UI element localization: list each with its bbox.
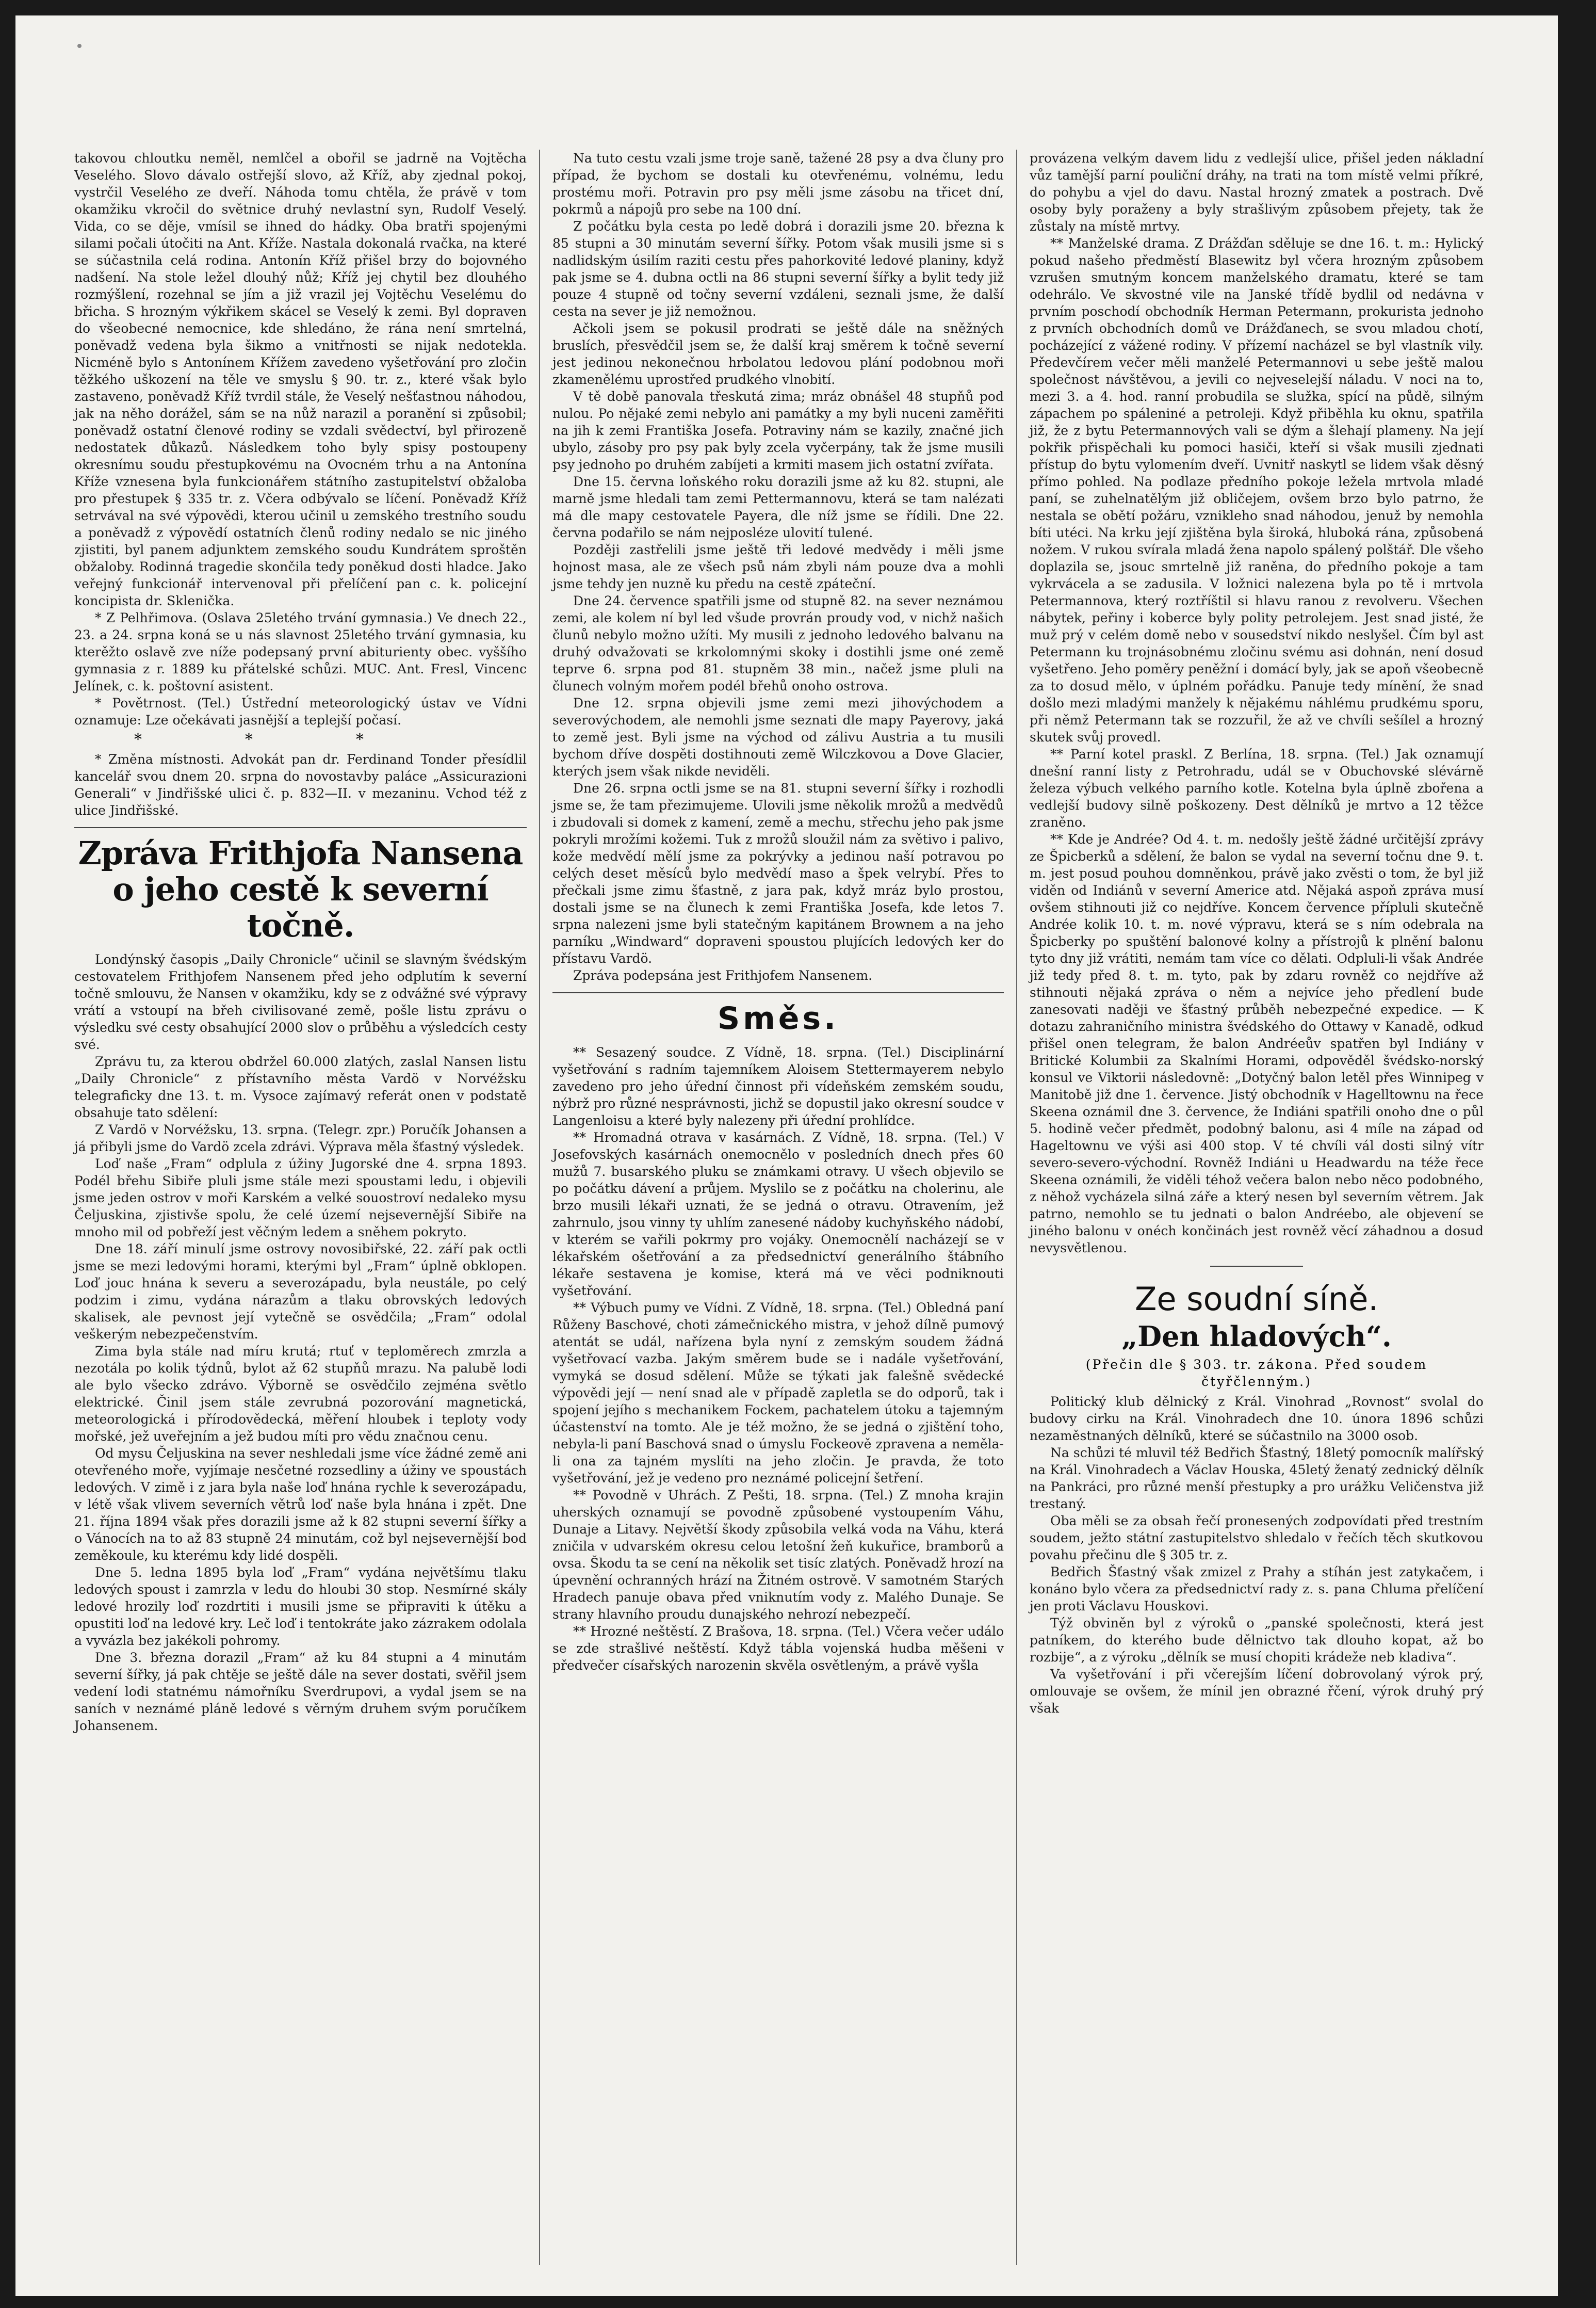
separator-stars: *** <box>134 731 467 749</box>
news-item: ** Parní kotel praskl. Z Berlína, 18. srpna. (Tel.) Jak oznamují dnešní ranní listy z Petrohradu, udál se v Obuchovské slévárně železa výbuch velkého parního kotle. Kotelna byla úplně zbořena a vedlejší budovy silně poškozeny. Dest dělníků je mrtvo a 12 těžce zraněno. <box>1030 747 1484 830</box>
article-paragraph: Od mysu Čeljuskina na sever neshledali jsme více žádné země ani otevřeného moře, vyjímaje nesčetné rozsedliny a úžiny ve spoustách ledových. V zimě i z jara byla naše loď hnána rychle k severozápadu, v létě však vlivem severních větrů loď naše byla hnána i zpět. Dne 21. října 1894 však přes dorazili jsme až k 82 stupni severní šířky a o Vánocích na to až 83 stupně 24 minutám, což byl nejsevernější bod zeměkoule, ku kterému kdy lidé dospěli. <box>74 1446 527 1563</box>
article-paragraph: Na tuto cestu vzali jsme troje saně, tažené 28 psy a dva čluny pro případ, že bychom se dostali ku otevřenému, volnému, ledu prostému moři. Potravin pro psy měli jsme zásobu na třicet dní, pokrmů a nápojů pro sebe na 100 dní. <box>552 151 1004 217</box>
newspaper-page <box>15 15 1558 2296</box>
article-paragraph: Zima byla stále nad míru krutá; rtuť v teploměrech zmrzla a nezotála po kolik týdnů, bylot až 62 stupňů mrazu. Na palubě lodi ale bylo všecko zdrávo. Výborně se osvědčilo zejména světlo elektrické. Činil jsem stále zevrubná pozorování magnetická, meteorologická i přírodovědecká, měření hloubek i teploty vody mořské, jež uveřejním a jež budou míti pro vědu značnou cenu. <box>74 1344 527 1444</box>
article-paragraph: Z Vardö v Norvéžsku, 13. srpna. (Telegr. zpr.) Poručík Johansen a já přibyli jsme do Vardö zcela zdrávi. Výprava měla šťastný výsledek. <box>74 1122 527 1154</box>
article-paragraph: Dne 12. srpna objevili jsme zemi mezi jihovýchodem a severovýchodem, ale nemohli jsme seznati dle mapy Payerovy, jaká to země jest. Byli jsme na východ od zálivu Austria a tu musili bychom dříve dospěti dostihnouti země Wilczkovou a Dove Glacier, kterých jsem však nikde neviděli. <box>552 696 1004 779</box>
section-subtitle: „Den hladových“. <box>1121 1320 1392 1353</box>
article-paragraph: Týž obviněn byl z výroků o „panské společnosti, která jest patníkem, do kterého bude dělnictvo tak dlouho kopat, až bo rozbije“, a z výroku „dělník se musí chopiti krádeže neb kladiva“. <box>1030 1616 1484 1665</box>
news-item: ** Kde je Andrée? Od 4. t. m. nedošly ještě žádné určitější zprávy ze Špicberků a sdělení, že balon se vydal na severní točnu dne 9. t. m. jest posud pouhou domněnkou, právě jako zvěsti o tom, že byl již viděn od Indiánů v severní Americe atd. Nějaká aspoň zpráva musí ovšem stihnouti již co nejdříve. Koncem července přípluli skutečně Andrée kolik 10. t. m. nové výpravu, která se s ním odebrala na Špicberky po spuštění balonové kolny a přístrojů k plnění balonu tyto dny již vrátiti, nemám tam více co dělati. Odpluli-li však Andrée již tedy před 8. t. m. tyto, pak by zdaru rovněž co nejdříve až stihnouti nějaká zpráva o něm a nejvíce jeho předlení bude zanesovati naději ve šťastný průběh nebezpečné expedice. — K dotazu zahraničního ministra švédského do Ottawy v Kanadě, odkud přišel onen telegram, že balon Andréeův spatřen byl Indiány v Britické Kolumbii za Skalními Horami, odpověděl švédsko-norský konsul ve Viktorii následovně: „Dotyčný balon letěl přes Winnipeg v Manitobě již dne 1. července. Jistý obchodník v Hagelltownu na řece Skeena oznámil dne 3. července, že Indiáni spatřili onoho dne o půl 5. hodině večer předmět, podobný balonu, asi 4 míle na západ od Hageltownu ve výši asi 400 stop. V té chvíli vál dosti silný vítr severo-severo-východní. Rovněž Indiáni u Headwardu na téže řece Skeena oznámili, že viděli téhož večera balon nebo něco podobného, z něhož vycházela silná záře a který nesen byl severním větrem. Jak patrno, nemohlo se tu jednati o balon Andréebo, ale objevení se jiného balonu v onéch končinách jest rovněž věcí záhadnou a dosud nevysvětlenou. <box>1030 832 1484 1255</box>
article-paragraph: takovou chloutku neměl, nemlčel a obořil se jadrně na Vojtěcha Veselého. Slovo dávalo ostřejší slovo, až Kříž, aby zjednal pokoj, vystrčil Veselého ze dveří. Náhoda tomu chtěla, že právě v tom okamžiku vkročil do světnice druhý nevlastní syn, Rudolf Veselý. Vida, co se děje, vmísil se ihned do hádky. Oba bratři spojenými silami počali útočiti na Ant. Kříže. Nastala dokonalá rvačka, na které se súčastnila celá rodina. Antonín Kříž přišel brzy do bojovného nadšení. Na stole ležel dlouhý nůž; Kříž jej chytil bez dlouhého rozmýšlení, rozehnal se jím a již vrazil jej Vojtěchu Veselému do břicha. S hrozným výkřikem skácel se Veselý k zemi. Byl dopraven do všeobecné nemocnice, kde shledáno, že rána není smrtelná, poněvadž vedena byla šikmo a vnitřnosti se nijak nedotekla. Nicméně bylo s Antonínem Křížem zavedeno vyšetřování pro zločin těžkého uškození na těle ve smyslu § 90. tr. z., které však bylo zastaveno, poněvadž Kříž tvrdil stále, že Veselý nešťastnou náhodou, jak na něho dorážel, sám se na nůž narazil a poranění si způsobil; poněvadž ostatní členové rodiny se vzdali svědectví, byl přirozeně nedostatek důkazů. Následkem toho byly spisy postoupeny okresnímu soudu přestupkovému na Ovocném trhu a na Antonína Kříže vznesena byla funkcionářem státního zastupitelství obžaloba pro přestupek § 335 tr. z. Včera odbývalo se líčení. Poněvadž Kříž setrvával na své výpovědi, kterou učinil u zemského trestního soudu a poněvadž z výpovědí ostatních členů rodiny nedalo se nic jiného zjistiti, byl panem adjunktem zemského soudu Kundrátem sproštěn obžaloby. Rodinná tragedie skončila tedy poněkud dosti hladce. Jako veřejný funkcionář intervenoval při přelíčení pan c. k. policejní koncipista dr. Sklenička. <box>74 151 527 608</box>
section-caption: (Přečin dle § 303. tr. zákona. Před soudem čtyřčlenným.) <box>1085 1357 1428 1389</box>
news-item-weather: * Povětrnost. (Tel.) Ústřední meteorologický ústav ve Vídni oznamuje: Lze očekávati jasnější a teplejší počasí. <box>74 696 527 728</box>
article-paragraph: Dne 26. srpna octli jsme se na 81. stupni severní šířky i rozhodli jsme se, že tam přezimujeme. Ulovili jsme několik mrožů a medvědů i zbudovali si domek z kamení, země a mechu, střechu jeho pak jsme pokryli mrožími kožemi. Tuk z mrožů sloužil nám za světivo i palivo, kože medvědí mělí jsme za pokrývky a jedinou naší potravou po celých deset měsíců bylo medvědí maso a špek velrybí. Přes to přečkali jsme zimu šťastně, z jara pak, když mráz bylo prostou, dostali jsme se na člunech k zemi Františka Josefa, kde letos 7. srpna nalezeni jsme byli statečným kapitánem Brownem a na jeho parníku „Windward“ dopraveni spoustou plujících ledových ker do přístavu Vardö. <box>552 781 1004 966</box>
column-left <box>62 150 539 2265</box>
news-item: ** Povodně v Uhrách. Z Pešti, 18. srpna. (Tel.) Z mnoha krajin uherských oznamují se povodně způsobené vystoupením Váhu, Dunaje a Litavy. Největší škody způsobila velká voda na Váhu, která zničila v udvarském okresu celou letošní žeň kukuřice, bramborů a ovsa. Škodu ta se cení na několik set tisíc zlatých. Poněvadž hrozí na úpevnění ochranných hrází na Žitném ostrově. V samotném Starých Hradech panuje obava před vniknutím vody z. Malého Dunaje. Se strany hlavního proudu dunajského nehrozí nebezpečí. <box>552 1488 1004 1622</box>
article-paragraph: Dne 18. září minulí jsme ostrovy novosibiřské, 22. září pak octli jsme se mezi ledovými horami, kterými byl „Fram“ úplně obklopen. Loď jouc hnána k severu a severozápadu, byla neustále, po celý podzim i zimu, vydána nárazům a tlaku obrovských ledových skalisek, ale pevnost její vytečně se osvědčila; „Fram“ odolal veškerým nebezpečenstvím. <box>74 1241 527 1342</box>
news-item: ** Hrozné neštěstí. Z Brašova, 18. srpna. (Tel.) Včera večer událo se zde strašlivé neštěstí. Když tábla vojenská hudba měšeni v předvečer císařských narozenin skvěla osvětleným, a právě vyšla <box>552 1624 1004 1673</box>
news-item: ** Hromadná otrava v kasárnách. Z Vídně, 18. srpna. (Tel.) V Josefovských kasárnách onemocnělo v posledních dnech přes 60 mužů 7. busarského pluku se známkami otravy. U všech objevilo se po počátku dávení a průjem. Myslilo se z počátku na cholerinu, ale brzo musili lékaři uznati, že se jedná o otravu. Otravením, jež zahrnulo, jsou vinny ty uhlím zanesené nádoby kuchyňského nádobí, v kterém se vařili pokrmy pro vojáky. Onemocnělí nacházejí se v lékařském ošetřování a za předsednictví generálního štábního lékaře sestavena je komise, která má ve věci podniknouti vyšetřování. <box>552 1130 1004 1298</box>
article-signature: Zpráva podepsána jest Frithjofem Nansenem. <box>573 968 873 983</box>
article-paragraph: Dne 5. ledna 1895 byla loď „Fram“ vydána největšímu tlaku ledových spoust i zamrzla v ledu do hloubi 30 stop. Nesmírné skály ledové hrozily loď rozdrtiti i musili jsme se připraviti k útěku a opustiti loď na ledové kry. Leč loď i tentokráte jako zázrakem odolala a vyvázla bez jakékoli pohromy. <box>74 1565 527 1648</box>
section-title-smes: Směs. <box>718 1000 839 1037</box>
article-paragraph: Va vyšetřování i při včerejším líčení dobrovolaný výrok prý, omlouvaje se ovšem, že mínil jen obrazné řčení, výrok druhý prý však <box>1030 1667 1484 1716</box>
article-paragraph: V tě době panovala třeskutá zima; mráz obnášel 48 stupňů pod nulou. Po nějaké zemi nebylo ani památky a my byli nuceni zaměřiti na jih k zemi Františka Josefa. Potraviny nám se kazily, značné jich ubylo, zásoby pro psy pak byly zcela vyčerpány, tak že jsme musili psy jednoho po druhém zabíjeti a krmiti masem jich ostatní zvířata. <box>552 389 1004 472</box>
article-paragraph: provázena velkým davem lidu z vedlejší ulice, přišel jeden nákladní vůz tamější parní pouliční dráhy, na trati na tom místě velmi příkré, do pohybu a vjel do davu. Nastal hrozný zmatek a postrach. Dvě osoby byly poraženy a byly strašlivým způsobem přejety, tak že zůstaly na místě mrtvy. <box>1030 151 1484 234</box>
divider <box>1210 1266 1303 1267</box>
article-paragraph: Zprávu tu, za kterou obdržel 60.000 zlatých, zaslal Nansen listu „Daily Chronicle“ z přístavního města Vardö v Norvéžsku telegraficky dne 13. t. m. Vysoce zajímavý referát onen v podstatě obsahuje tato sdělení: <box>74 1054 527 1120</box>
article-paragraph: Bedřich Šťastný však zmizel z Prahy a stíhán jest zatykačem, i konáno bylo včera za předsednictví rady z. s. pana Chluma přelíčení jen proti Václavu Houskovi. <box>1030 1564 1484 1613</box>
article-paragraph: Později zastřelili jsme ještě tři ledové medvědy i měli jsme hojnost masa, ale ze všech psů nám zbyli nám pouze dva a mohli jsme tehdy jen nuzně ku předu na cestě zpáteční. <box>552 542 1004 591</box>
article-paragraph: Oba měli se za obsah řečí pronesených zodpovídati před trestním soudem, ježto státní zastupitelstvo shledalo v řečích těch skutkovou povahu přečinu dle § 305 tr. z. <box>1030 1513 1484 1562</box>
article-paragraph: Ačkoli jsem se pokusil prodrati se ještě dále na sněžných bruslích, přesvědčil jsem se, že další kraj směrem k točně severní jest jedinou nekonečnou hrbolatou ledovou plání podobnou moři zkamenělému uprostřed prudkého vlnobití. <box>552 321 1004 387</box>
column-right <box>1016 150 1496 2265</box>
article-paragraph: Dne 24. července spatřili jsme od stupně 82. na sever neznámou zemi, ale kolem ní byl led všude provrán proudy vod, v nichž našich člunů nebylo možno užíti. My musili z jednoho ledového balvanu na druhý odvažovati se krkolomnými skoky i dostihli jsme oné země teprve 6. srpna pod 81. stupněm 38 min., načež jsme pluli na člunech volným mořem podél břehů onoho ostrova. <box>552 593 1004 693</box>
section-title-court: Ze soudní síně. <box>1134 1280 1379 1318</box>
article-paragraph: Londýnský časopis „Daily Chronicle“ učinil se slavným švédským cestovatelem Frithjofem Nansenem před jeho odplutím k severní točně smlouvu, že Nansen v okamžiku, kdy se z odvážné své výpravy vrátí a vstoupí na břeh civilisované země, pošle listu zprávu o výsledku své cesty obsahující 2000 slov o průběhu a výsledcích cesty své. <box>74 952 527 1052</box>
column-middle <box>539 150 1016 2265</box>
three-column-layout <box>62 150 1496 2265</box>
article-paragraph: Dne 15. června loňského roku dorazili jsme až ku 82. stupni, ale marně jsme hledali tam zemi Pettermannovu, která se tam nalézati má dle mapy cestovatele Payera, dle níž jsme se řídili. Dne 22. června podařilo se nám nejposléze ulovití tulené. <box>552 474 1004 540</box>
paper-speck <box>77 44 82 48</box>
article-paragraph: Na schůzi té mluvil též Bedřich Šťastný, 18letý pomocník malířský na Král. Vinohradech a Václav Houska, 45letý ženatý zednický dělník na Pankráci, pro různé menší přestupky a pro urážku Veličenstva již trestaný. <box>1030 1445 1484 1511</box>
headline-nansen: Zpráva Frithjofa Nansena o jeho cestě k severní točně. <box>78 834 523 944</box>
news-item: ** Manželské drama. Z Drážďan sděluje se dne 16. t. m.: Hylický pokud našeho předměstí Blasewitz byl včera hrozným způsobem vzrušen smutným koncem manželského dramatu, které se tam odehrálo. Ve skvostné vile na Janské třídě bydlil od nedávna v prvním poschodí obchodník Herman Petermann, prokurista jednoho z prvních obchodních domů ve Drážďanech, se svou mladou chotí, pocházející z vážené rodiny. V přízemí nacházel se byl vlastník vily. Předevčírem večer měli manželé Petermannovi u sebe ještě malou společnost návštěvou, a jevili co nejveselejší náladu. V noci na to, mezi 3. a 4. hod. ranní probudila se služka, spící na půdě, silným zápachem po spáleniné a petroleji. Když přiběhla ku oknu, spatřila již, že z bytu Petermannových vali se dým a šlehají plameny. Na její pokřik přispěchali ku pomoci hasiči, kteří si však musili zjednati přístup do bytu vylomením dveří. Uvnitř naskytl se lidem však děsný přímo pohled. Na podlaze předního pokoje ležela mrtvola mladé paní, se zuhelnatělým již obličejem, ovšem brzo bylo patrno, že nestala se obětí požáru, vznikleho snad náhodou, jenuž by nemohla bíti utéci. Na krku její zjištěna byla široká, hluboká rána, způsobená nožem. V rukou svírala mladá žena napolo spálený polštář. Dle všeho doplazila se, jsouc smrtelně již raněna, do předního pokoje a tam vykrvácela a se zadusila. V ložnici nalezena byla po tě i mrtvola Petermannova, který roztříštil si hlavu ranou z revolveru. Všechen nábytek, peřiny i koberce byly polity petrolejem. Jest snad jisté, že muž prý v celém domě nebo v sousedství nikdo neslyšel. Čím byl ast Petermann ku trojnásobnému zločinu svému asi dohnán, není dosud vyšetřeno. Jeho poměry peněžní i domácí byly, jak se apoň všeobecně za to dosud mělo, v úplném pořádku. Panuje tedy mínění, že snad došlo mezi mladými manžely k nějakému náhlému prudkému sporu, při němž Petermann tak se rozzuřil, že až ve chvíli sešílel a hrozný skutek svůj provedl. <box>1030 236 1484 745</box>
article-paragraph: Dne 3. března dorazil „Fram“ až ku 84 stupni a 4 minutám severní šířky, já pak chtěje se ještě dále na sever dostati, svěřil jsem vedení lodi statnému námořníku Sverdrupovi, a vydal jsem se na saních v neznámé pláně ledové s věrným druhem svým poručíkem Johansenem. <box>74 1650 527 1733</box>
article-paragraph: Z počátku byla cesta po ledě dobrá i dorazili jsme 20. března k 85 stupni a 30 minutám severní šířky. Potom však musili jsme si s nadlidským úsilím raziti cestu přes pahorkovité ledové planiny, když pak jsme se 4. dubna octli na 86 stupni severní šířky a bylit tedy již pouze 4 stupně od točny severní vzdáleni, seznali jsme, že další cesta na sever je již nemožnou. <box>552 219 1004 319</box>
news-item-pelhrimov: * Z Pelhřimova. (Oslava 25letého trvání gymnasia.) Ve dnech 22., 23. a 24. srpna koná se u nás slavnost 25letého trvání gymnasia, ku kterěžto oslavě zve níže podepsaný první abiturienty obec. vyššího gymnasia z r. 1889 ku přátelské schůzi. MUC. Ant. Fresl, Vincenc Jelínek, c. k. poštovní asistent. <box>74 610 527 693</box>
article-paragraph: Loď naše „Fram“ odplula z úžiny Jugorské dne 4. srpna 1893. Podél břehu Sibiře pluli jsme stále mezi spoustami ledu, i objevili jsme jeden ostrov v moři Karském a velké souostroví nedaleko mysu Čeljuskina, zjistivše spolu, že celé území nejsevernější Sibiře na mnoho mil od pobřeží jest věčným ledem a sněhem pokryto. <box>74 1156 527 1239</box>
article-paragraph: Politický klub dělnický z Král. Vinohrad „Rovnost“ svolal do budovy cirku na Král. Vinohradech dne 10. února 1896 schůzi nezaměstnaných dělníků, které se súčastnilo na 3000 osob. <box>1030 1394 1484 1443</box>
divider <box>74 827 527 828</box>
divider <box>552 992 1004 993</box>
news-item: ** Výbuch pumy ve Vídni. Z Vídně, 18. srpna. (Tel.) Obledná paní Růženy Baschové, choti zámečnického mistra, v jehož dílně pumový atentát se udál, nařízena byla nyní z zemským soudem žádná vyšetřovací vazba. Jakým směrem bude se i nadále vyšetřování, vymyká se dosud sdělení. Může se týkati jak falešně svědecké výpovědi její — není snad ale v případě zapletla se do odporů, tak i spojení jejího s mechanikem Fockem, pachatelem útoku a tajemným účastenství na tomto. Ale je též možno, že se jedná o zjištění toho, nebyla-li paní Baschová snad o úmyslu Fockeově zpravena a neměla-li ona za tajném myslíti na jeho zločin. Je pravda, že toto vyšetřování, jež je vedeno pro neznámé policejní šetření. <box>552 1300 1004 1486</box>
news-item-office-move: * Změna místnosti. Advokát pan dr. Ferdinand Tonder přesídlil kancelář svou dnem 20. srpna do novostavby paláce „Assicurazioni Generali“ v Jindřišské ulici č. p. 832—II. v mezaninu. Vchod též z ulice Jindřišské. <box>74 752 527 818</box>
news-item: ** Sesazený soudce. Z Vídně, 18. srpna. (Tel.) Disciplinární vyšetřování s radním tajemníkem Aloisem Stettermayerem nebylo zavedeno pro jeho úřední činnost při vídeňském zemském soudu, nýbrž pro různé nesprávnosti, jichž se dopustil jako okresní soudce v Langenloisu a které byly nalezeny při úřední prohlídce. <box>552 1045 1004 1128</box>
